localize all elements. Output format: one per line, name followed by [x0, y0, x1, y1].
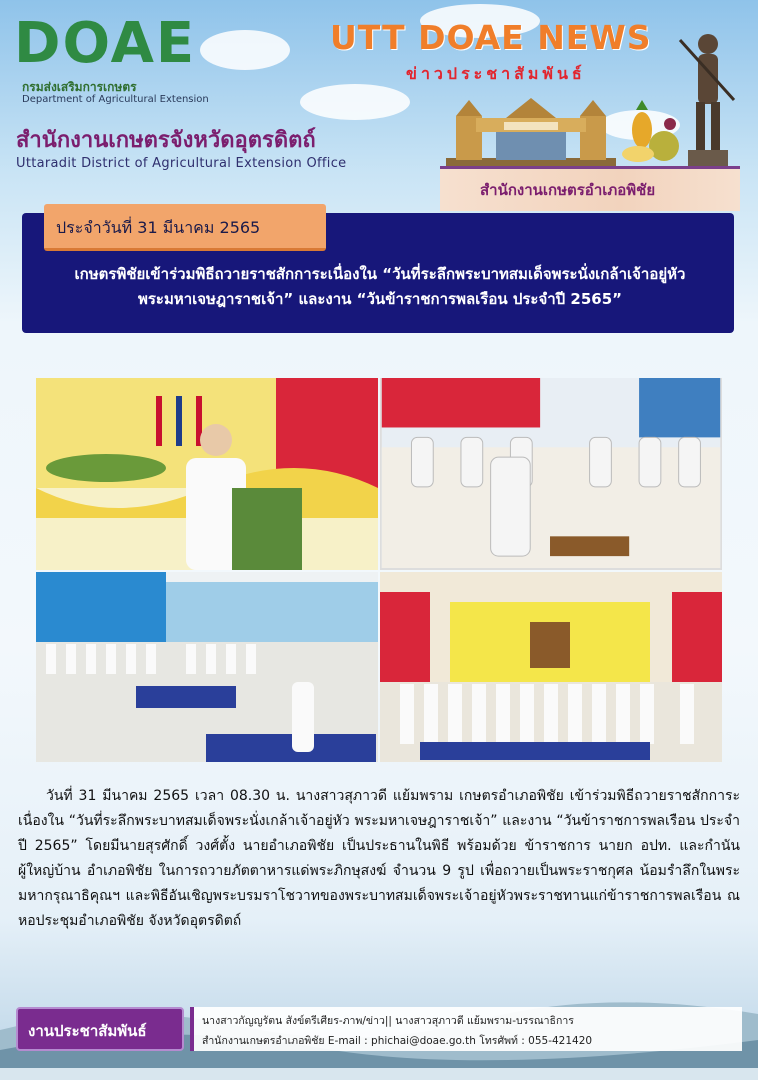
pr-label-text: งานประชาสัมพันธ์	[28, 1022, 147, 1040]
city-gate-illustration	[446, 96, 616, 166]
cloud	[300, 84, 410, 120]
photo-assembly-hall	[36, 572, 378, 762]
article-body: วันที่ 31 มีนาคม 2565 เวลา 08.30 น. นางสาวสุภาวดี แย้มพราม เกษตรอำเภอพิชัย เข้าร่วมพิธีถวายราชสักการะเนื่องใน “วันที่ระลึกพระบาทสมเด็จพระนั่งเกล้าเจ้าอยู่หัว พระมหาเจษฎาราชเจ้า” และงาน “วันข้าราชการพลเรือน ประจำปี 2565” โดยมีนายสุรศักดิ์ วงศ์ตั้ง นายอำเภอพิชัย เป็นประธานในพิธี พร้อมด้วย ข้าราชการ นายก อปท. และกำนัน ผู้ใหญ่บ้าน อำเภอพิชัย ในการถวายภัตตาหารแด่พระภิกษุสงฆ์ จำนวน 9 รูป เพื่อถวายเป็นพระราชกุศล น้อมรำลึกในพระมหากรุณาธิคุณฯ และพิธีอันเชิญพระบรมราโชวาทของพระบาทสมเด็จพระเจ้าอยู่หัวพระราชทานแก่ข้าราชการพลเรือน ณ หอประชุมอำเภอพิชัย จังหวัดอุตรดิตถ์	[18, 788, 740, 929]
photo-seated-officials	[380, 378, 722, 570]
credit-line-authors: นางสาวกัญญรัตน สังข์ตรีเศียร-ภาพ/ข่าว|| นางสาวสุภาวดี แย้มพราม-บรรณาธิการ	[202, 1015, 574, 1027]
office-name-thai: สำนักงานเกษตรจังหวัดอุตรดิตถ์	[16, 128, 316, 153]
statue-illustration	[678, 30, 736, 166]
photo-group-portrait	[380, 572, 722, 762]
news-subtitle: ข่าวประชาสัมพันธ์	[406, 64, 586, 83]
date-tab	[44, 204, 326, 251]
credit-line-contact: สำนักงานเกษตรอำเภอพิชัย E-mail : phichai@doae.go.th โทรศัพท์ : 055-421420	[202, 1035, 593, 1047]
news-title: UTT DOAE NEWS	[330, 18, 652, 57]
headline-text	[34, 262, 726, 312]
fruit-illustration	[620, 100, 682, 164]
credits-box	[190, 1007, 742, 1051]
photo-speaker-at-podium	[36, 378, 378, 570]
logo-text: DOAE	[14, 11, 197, 76]
date-label: ประจำวันที่ 31 มีนาคม 2565	[56, 218, 261, 237]
headline-line-2: พระมหาเจษฎาราชเจ้า” และงาน “วันข้าราชการพลเรือน ประจำปี 2565”	[137, 290, 623, 308]
headline-line-1: เกษตรพิชัยเข้าร่วมพิธีถวายราชสักการะเนื่องใน “วันที่ระลึกพระบาทสมเด็จพระนั่งเกล้าเจ้าอยู่หัว	[74, 265, 686, 283]
org-name-thai: กรมส่งเสริมการเกษตร	[22, 80, 137, 94]
district-office-band	[440, 166, 740, 211]
pr-section-label	[16, 1007, 184, 1051]
cloud	[200, 30, 290, 70]
district-office-name: สำนักงานเกษตรอำเภอพิชัย	[480, 181, 656, 199]
org-name-english: Department of Agricultural Extension	[22, 94, 209, 105]
doae-logo	[14, 11, 197, 76]
office-name-english: Uttaradit District of Agricultural Extension Office	[16, 156, 347, 171]
